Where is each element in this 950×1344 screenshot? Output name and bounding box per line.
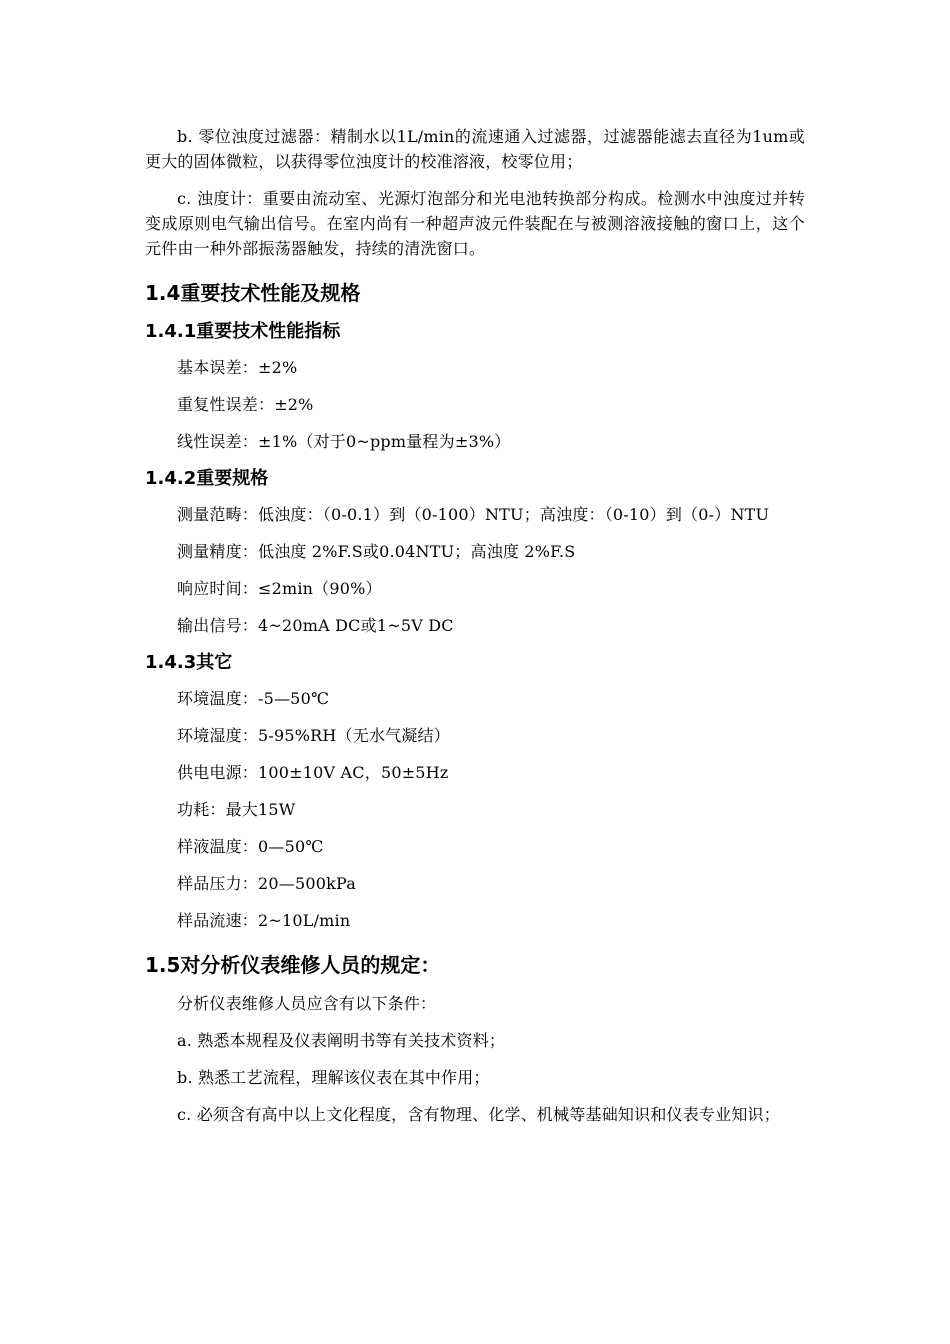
paragraph-zero-turbidity-filter: b. 零位浊度过滤器：精制水以1L/min的流速通入过滤器，过滤器能滤去直径为1um或更大的固体微粒，以获得零位浊度计的校准溶液，校零位用； [145, 127, 805, 171]
heading-1-4: 1.4重要技术性能及规格 [145, 281, 361, 305]
heading-1-4-2: 1.4.2重要规格 [145, 468, 269, 489]
spec-sample-temperature: 样液温度：0—50℃ [177, 837, 324, 856]
spec-ambient-temperature: 环境温度：-5—50℃ [177, 689, 330, 708]
spec-output-signal: 输出信号：4~20mA DC或1~5V DC [177, 616, 454, 635]
heading-1-4-3: 1.4.3其它 [145, 652, 233, 673]
requirement-b: b. 熟悉工艺流程，理解该仪表在其中作用； [177, 1068, 490, 1087]
spec-basic-error: 基本误差：±2% [177, 358, 298, 377]
spec-measurement-accuracy: 测量精度：低浊度 2%F.S或0.04NTU；高浊度 2%F.S [177, 542, 576, 561]
spec-ambient-humidity: 环境湿度：5-95%RH（无水气凝结） [177, 726, 450, 745]
spec-sample-pressure: 样品压力：20—500kPa [177, 874, 356, 893]
document-page [145, 124, 805, 1139]
spec-measurement-range: 测量范畴：低浊度：（0-0.1）到（0-100）NTU；高浊度：（0-10）到（0-）NTU [177, 505, 770, 524]
heading-1-5: 1.5对分析仪表维修人员的规定： [145, 953, 441, 977]
heading-1-4-1: 1.4.1重要技术性能指标 [145, 321, 341, 342]
spec-linearity-error: 线性误差：±1%（对于0~ppm量程为±3%） [177, 432, 511, 451]
spec-response-time: 响应时间：≤2min（90%） [177, 579, 382, 598]
requirement-intro: 分析仪表维修人员应含有以下条件： [177, 994, 437, 1013]
paragraph-turbidimeter: c. 浊度计：重要由流动室、光源灯泡部分和光电池转换部分构成。检测水中浊度过并转变成原则电气输出信号。在室内尚有一种超声波元件装配在与被测溶液接触的窗口上，这个元件由一种外部振荡器触发，持续的清洗窗口。 [145, 189, 805, 258]
spec-power-supply: 供电电源：100±10V AC，50±5Hz [177, 763, 449, 782]
requirement-c: c. 必须含有高中以上文化程度，含有物理、化学、机械等基础知识和仪表专业知识； [177, 1105, 780, 1124]
spec-repeatability-error: 重复性误差：±2% [177, 395, 314, 414]
spec-sample-flow: 样品流速：2~10L/min [177, 911, 351, 930]
requirement-a: a. 熟悉本规程及仪表阐明书等有关技术资料； [177, 1031, 506, 1050]
spec-power-consumption: 功耗：最大15W [177, 800, 296, 819]
